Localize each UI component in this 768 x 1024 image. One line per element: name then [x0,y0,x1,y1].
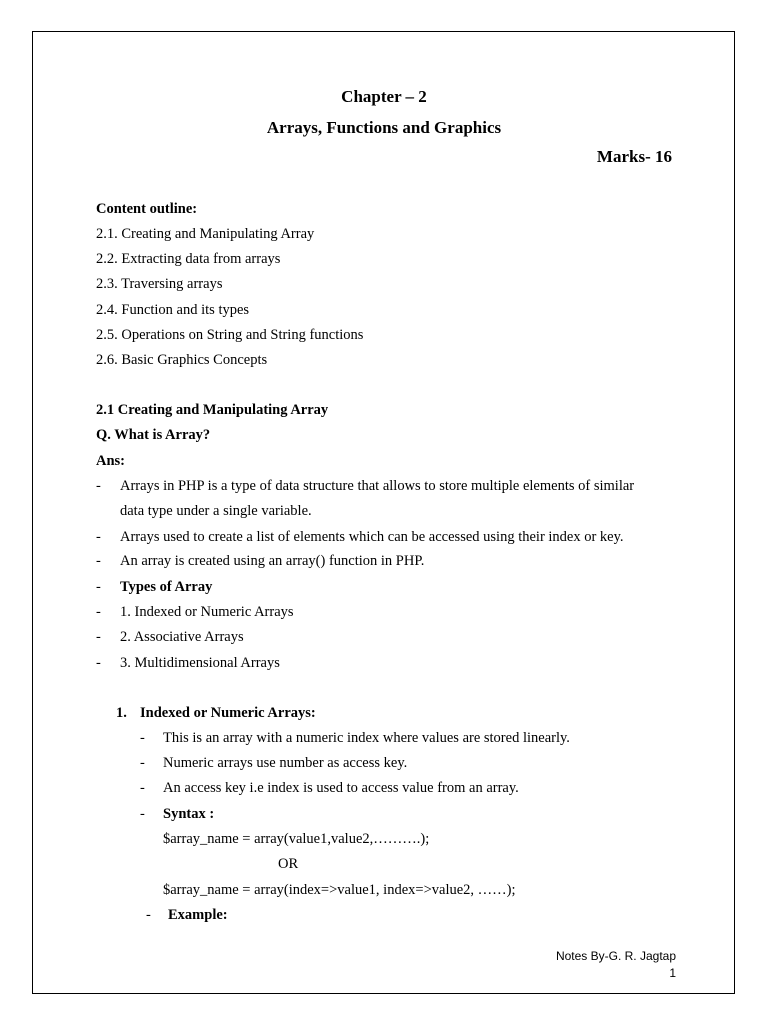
bullet-dash: - [140,806,145,822]
outline-item: 2.4. Function and its types [96,302,250,318]
outline-item: 2.2. Extracting data from arrays [96,251,281,267]
bullet-text-continuation: data type under a single variable. [120,503,312,519]
subsection-heading: Indexed or Numeric Arrays: [140,705,316,721]
bullet-text: An array is created using an array() function in PHP. [120,553,425,569]
bullet-text: Arrays in PHP is a type of data structure that allows to store multiple elements of similar [120,478,635,494]
subsection-bullet: An access key i.e index is used to access value from an array. [163,780,519,796]
bullet-dash: - [96,579,101,595]
subsection-bullet: Numeric arrays use number as access key. [163,755,408,771]
answer-label: Ans: [96,453,126,469]
bullet-dash: - [96,553,101,569]
subsection-bullet: This is an array with a numeric index where values are stored linearly. [163,730,570,746]
syntax-line: $array_name = array(index=>value1, index=>value2, ……); [163,882,516,898]
outline-item: 2.5. Operations on String and String functions [96,327,364,343]
outline-heading: Content outline: [96,201,198,217]
syntax-line: $array_name = array(value1,value2,……….); [163,831,430,847]
chapter-number: Chapter – 2 [341,87,427,106]
section-heading: 2.1 Creating and Manipulating Array [96,402,329,418]
type-item: 3. Multidimensional Arrays [120,655,280,671]
outline-item: 2.6. Basic Graphics Concepts [96,352,268,368]
bullet-text: Arrays used to create a list of elements which can be accessed using their index or key. [120,529,624,545]
outline-item: 2.1. Creating and Manipulating Array [96,226,315,242]
outline-item: 2.3. Traversing arrays [96,276,223,292]
footer-author: Notes By-G. R. Jagtap [555,949,676,963]
chapter-title: Arrays, Functions and Graphics [266,118,502,137]
bullet-dash: - [140,730,145,746]
bullet-dash: - [96,529,101,545]
bullet-dash: - [140,780,145,796]
bullet-dash: - [96,478,101,494]
page-number: 1 [669,966,676,980]
bullet-dash: - [146,907,151,923]
types-heading: Types of Array [120,579,213,595]
subsection-number: 1. [116,705,127,721]
syntax-or: OR [278,856,299,872]
syntax-label: Syntax : [163,806,215,822]
bullet-dash: - [96,629,101,645]
example-label: Example: [168,907,228,923]
marks-label: Marks- 16 [596,147,672,166]
bullet-dash: - [96,604,101,620]
question: Q. What is Array? [96,427,211,443]
type-item: 1. Indexed or Numeric Arrays [120,604,294,620]
bullet-dash: - [96,655,101,671]
bullet-dash: - [140,755,145,771]
type-item: 2. Associative Arrays [120,629,244,645]
